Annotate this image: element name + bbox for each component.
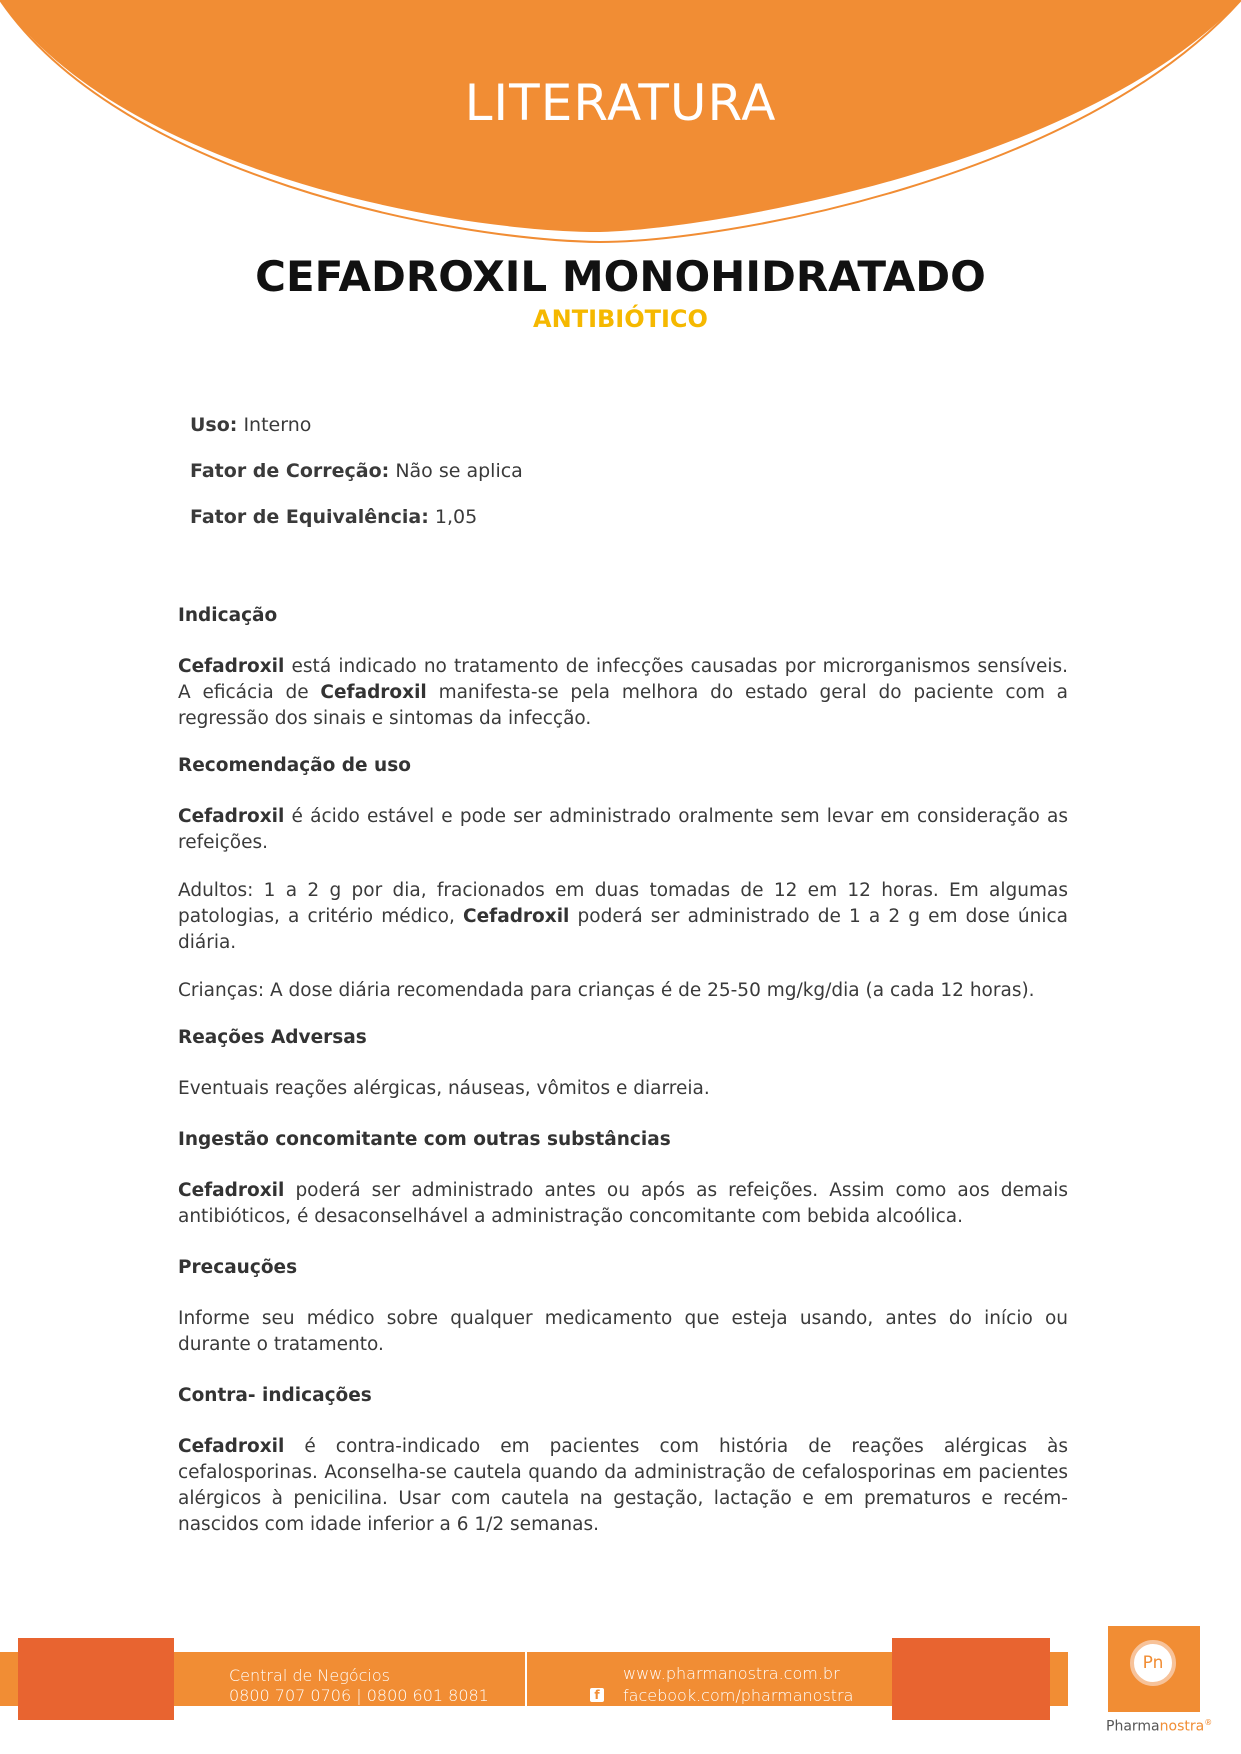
meta-uso-label: Uso: — [190, 414, 238, 436]
meta-correcao-label: Fator de Correção: — [190, 460, 390, 482]
drug-name: Cefadroxil — [178, 1180, 285, 1201]
logo-registered-mark: ® — [1204, 1718, 1213, 1727]
logo-name-a: Pharma — [1106, 1718, 1160, 1735]
section-heading-recomendacao: Recomendação de uso — [178, 755, 411, 776]
drug-name: Cefadroxil — [178, 806, 285, 827]
section-heading-contra: Contra- indicações — [178, 1385, 372, 1406]
text-span: é ácido estável e pode ser administrado oralmente sem levar em consideração as refeições. — [178, 806, 1068, 853]
meta-info — [190, 414, 523, 552]
recomendacao-paragraph-3: Crianças: A dose diária recomendada para crianças é de 25-50 mg/kg/dia (a cada 12 horas). — [178, 980, 1035, 1001]
header-title: LITERATURA — [464, 74, 777, 132]
section-heading-reacoes: Reações Adversas — [178, 1027, 367, 1048]
meta-correcao — [190, 460, 523, 482]
footer-phones: 0800 707 0706 | 0800 601 8081 — [229, 1686, 489, 1705]
footer-block-left — [18, 1638, 174, 1720]
logo-mark-icon: Pn — [1130, 1640, 1176, 1686]
logo-name-b: nostra — [1159, 1718, 1205, 1735]
text-span: Adultos: 1 a 2 g por dia, fracionados em duas tomadas de 12 em 12 horas. Em algumas patologias, a critério médico, — [178, 880, 1068, 927]
footer-central-label: Central de Negócios — [229, 1666, 390, 1685]
drug-name: Cefadroxil — [320, 682, 427, 703]
footer-separator — [525, 1652, 527, 1706]
section-heading-ingestao: Ingestão concomitante com outras substâncias — [178, 1129, 671, 1150]
section-heading-indicacao: Indicação — [178, 605, 278, 626]
meta-equivalencia-label: Fator de Equivalência: — [190, 506, 429, 528]
document-subtitle: ANTIBIÓTICO — [533, 305, 708, 333]
precaucoes-paragraph: Informe seu médico sobre qualquer medicamento que esteja usando, antes do início ou durante o tratamento. — [178, 1308, 1068, 1355]
footer-facebook-link[interactable]: facebook.com/pharmanostra — [623, 1686, 854, 1705]
contra-paragraph — [178, 1434, 1068, 1538]
ingestao-paragraph — [178, 1178, 1068, 1230]
document-title: CEFADROXIL MONOHIDRATADO — [255, 252, 986, 301]
reacoes-paragraph: Eventuais reações alérgicas, náuseas, vômitos e diarreia. — [178, 1078, 710, 1099]
text-span: poderá ser administrado de 1 a 2 g em dose única diária. — [178, 906, 1069, 953]
drug-name: Cefadroxil — [178, 656, 285, 677]
meta-equivalencia-value: 1,05 — [434, 506, 478, 528]
footer — [0, 1624, 1241, 1754]
text-span: está indicado no tratamento de infecções causadas por microrganismos sensíveis. A eficácia de — [178, 656, 1068, 703]
facebook-icon: f — [590, 1688, 604, 1702]
meta-uso — [190, 414, 523, 436]
recomendacao-paragraph-1 — [178, 804, 1068, 856]
drug-name: Cefadroxil — [178, 1436, 285, 1457]
meta-correcao-value: Não se aplica — [395, 460, 523, 482]
meta-equivalencia — [190, 506, 523, 528]
document-body — [178, 604, 1068, 1560]
meta-uso-value: Interno — [243, 414, 312, 436]
footer-website-link[interactable]: www.pharmanostra.com.br — [623, 1664, 840, 1683]
drug-name: Cefadroxil — [463, 906, 570, 927]
text-span: poderá ser administrado antes ou após as refeições. Assim como aos demais antibióticos, é desaconselhável a administração concomitante com bebida alcoólica. — [178, 1180, 1068, 1227]
logo-text — [1106, 1718, 1212, 1735]
recomendacao-paragraph-2 — [178, 878, 1068, 956]
text-span: manifesta-se pela melhora do estado geral do paciente com a regressão dos sinais e sintomas da infecção. — [178, 682, 1068, 729]
footer-block-right — [892, 1638, 1050, 1720]
section-heading-precaucoes: Precauções — [178, 1257, 298, 1278]
indicacao-paragraph — [178, 654, 1068, 732]
text-span: é contra-indicado em pacientes com história de reações alérgicas às cefalosporinas. Aconselha-se cautela quando da administração de cefalosporinas em pacientes alérgicos à penicilina. Usar com cautela na gestação, lactação e em prematuros e recém-nascidos com idade inferior a 6 1/2 semanas. — [178, 1436, 1068, 1535]
